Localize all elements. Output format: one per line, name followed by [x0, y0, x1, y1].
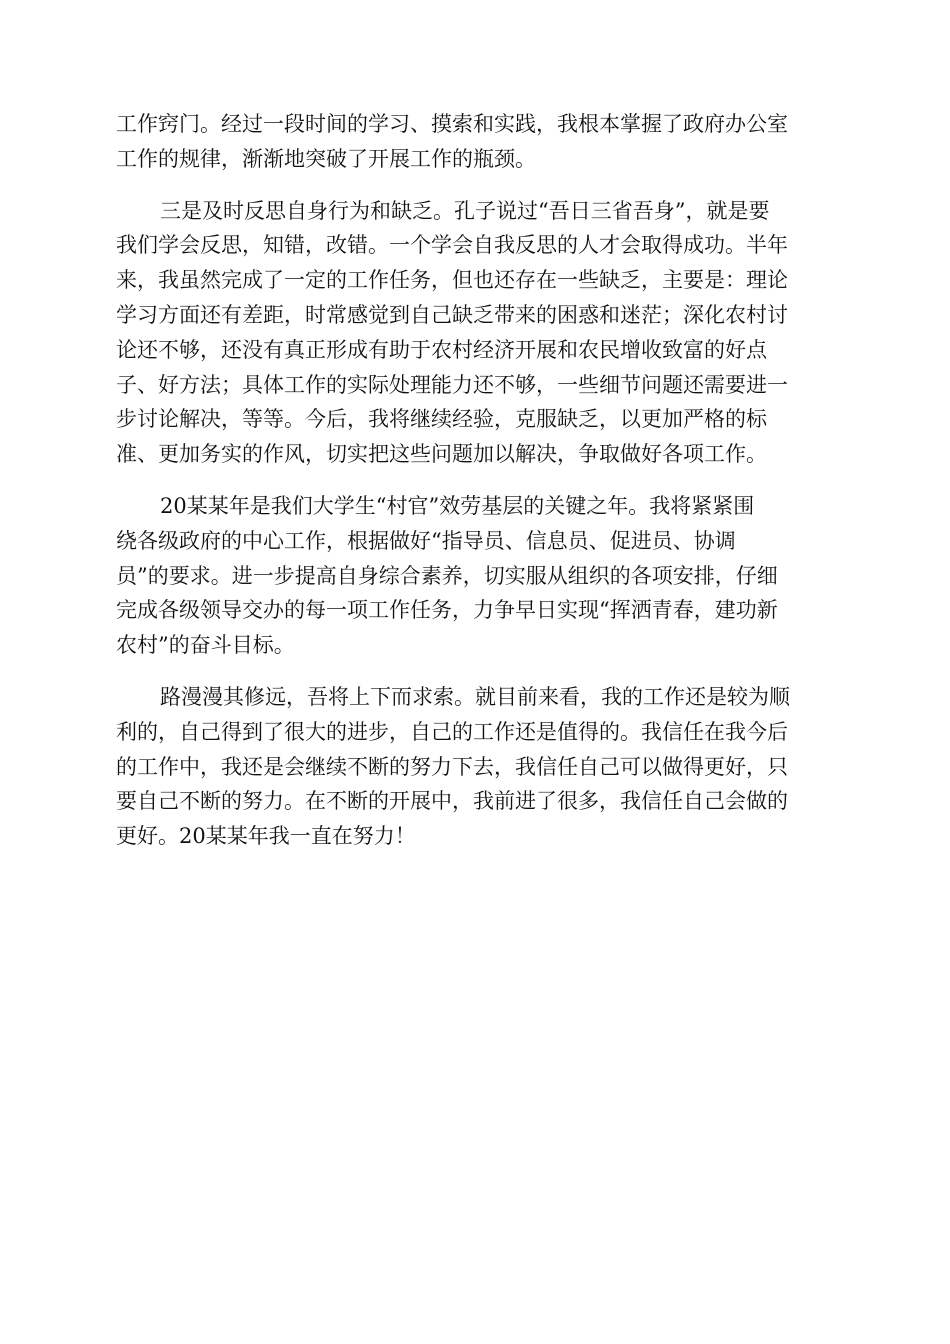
- paragraph-4: [116, 680, 832, 854]
- text-line: 准、更加务实的作风，切实把这些问题加以解决，争取做好各项工作。: [116, 442, 767, 467]
- text-line: 绕各级政府的中心工作，根据做好“指导员、信息员、促进员、协调: [116, 528, 736, 553]
- paragraph-1: [116, 107, 832, 177]
- text-line: 员”的要求。进一步提高自身综合素养，切实服从组织的各项安排，仔细: [116, 563, 778, 588]
- text-line: 农村”的奋斗目标。: [116, 633, 295, 658]
- text-line: 学习方面还有差距，时常感觉到自己缺乏带来的困惑和迷茫；深化农村讨: [116, 302, 788, 327]
- text-line: 20某某年是我们大学生“村官”效劳基层的关键之年。我将紧紧围: [160, 493, 755, 518]
- paragraph-2: [116, 194, 832, 472]
- text-line: 更好。20某某年我一直在努力！: [116, 824, 416, 849]
- text-line: 的工作中，我还是会继续不断的努力下去，我信任自己可以做得更好，只: [116, 754, 788, 779]
- text-line: 工作窍门。经过一段时间的学习、摸索和实践，我根本掌握了政府办公室: [116, 112, 788, 136]
- text-line: 论还不够，还没有真正形成有助于农村经济开展和农民增收致富的好点: [116, 337, 767, 362]
- text-line: 工作的规律，渐渐地突破了开展工作的瓶颈。: [116, 146, 536, 171]
- paragraph-3: [116, 489, 832, 663]
- text-line: 步讨论解决，等等。今后，我将继续经验，克服缺乏，以更加严格的标: [116, 407, 767, 432]
- text-line: 我们学会反思，知错，改错。一个学会自我反思的人才会取得成功。半年: [116, 233, 788, 258]
- text-line: 要自己不断的努力。在不断的开展中，我前进了很多，我信任自己会做的: [116, 789, 788, 814]
- text-line: 路漫漫其修远，吾将上下而求索。就目前来看，我的工作还是较为顺: [160, 684, 790, 709]
- text-line: 来，我虽然完成了一定的工作任务，但也还存在一些缺乏，主要是：理论: [116, 268, 788, 293]
- text-line: 完成各级领导交办的每一项工作任务，力争早日实现“挥洒青春，建功新: [116, 598, 778, 623]
- text-line: 三是及时反思自身行为和缺乏。孔子说过“吾日三省吾身”，就是要: [160, 198, 770, 223]
- text-line: 利的，自己得到了很大的进步，自己的工作还是值得的。我信任在我今后: [116, 719, 788, 744]
- document-body: [116, 107, 832, 854]
- text-line: 子、好方法；具体工作的实际处理能力还不够，一些细节问题还需要进一: [116, 372, 788, 397]
